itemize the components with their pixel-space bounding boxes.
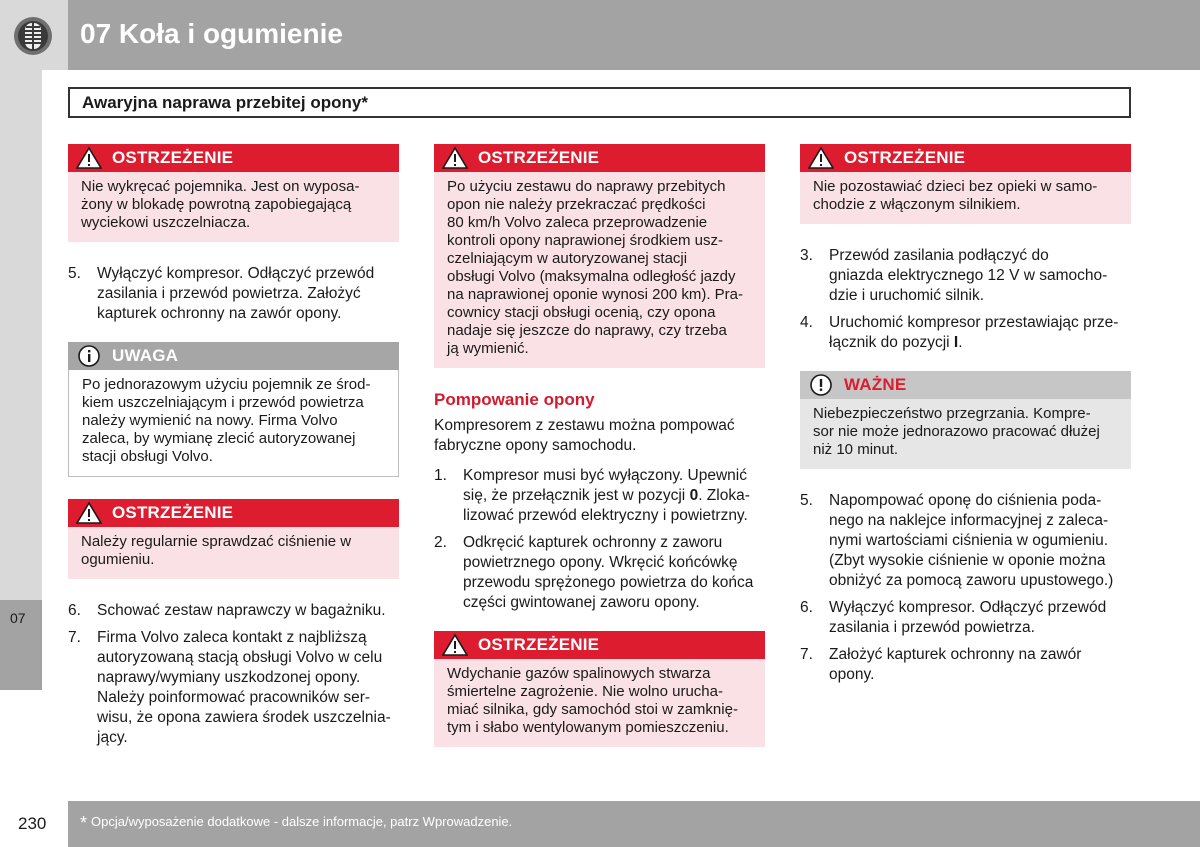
warning-header	[434, 144, 765, 172]
step-number: 6.	[800, 599, 813, 616]
text-line: fabryczne opony samochodu.	[434, 437, 637, 454]
warning-label: OSTRZEŻENIE	[112, 503, 234, 522]
warning-triangle-icon	[442, 146, 468, 170]
warning-box	[434, 631, 765, 747]
step-item	[800, 246, 1131, 306]
step-text	[829, 491, 1131, 591]
text-line	[829, 333, 1131, 353]
text-segment: się, że przełącznik jest w pozycji	[463, 487, 690, 504]
step-text	[829, 246, 1131, 306]
footer-bar	[68, 801, 1200, 847]
text-line: nego na naklejce informacyjnej z zaleca-	[829, 512, 1109, 529]
warning-box	[68, 144, 399, 242]
footer-note	[80, 813, 512, 834]
step-item	[800, 598, 1131, 638]
text-line: śmiertelne zagrożenie. Nie wolno urucha-	[447, 683, 723, 700]
text-line: ją wymienić.	[447, 340, 529, 357]
text-line: Firma Volvo zaleca kontakt z najbliższą	[97, 629, 367, 646]
text-line: opony.	[829, 666, 875, 683]
text-line: stacji obsługi Volvo.	[82, 448, 213, 465]
intro-paragraph	[434, 416, 765, 456]
step-text	[463, 533, 765, 613]
text-line: gniazda elektrycznego 12 V w samocho-	[829, 267, 1108, 284]
text-line: kapturek ochronny na zawór opony.	[97, 305, 342, 322]
column-middle	[434, 144, 765, 769]
step-number: 3.	[800, 247, 813, 264]
text-line: na naprawionej oponie wynosi 200 km). Pra-	[447, 286, 743, 303]
text-line: Schować zestaw naprawczy w bagażniku.	[97, 602, 386, 619]
important-label: WAŻNE	[844, 375, 907, 394]
text-line: kontroli opony naprawionej środkiem usz-	[447, 232, 723, 249]
step-text	[97, 601, 399, 621]
step-text	[97, 264, 399, 324]
text-line: Po jednorazowym użyciu pojemnik ze środ-	[82, 376, 371, 393]
warning-triangle-icon	[76, 146, 102, 170]
step-number: 7.	[68, 629, 81, 646]
important-text	[800, 399, 1131, 469]
step-text	[829, 645, 1131, 685]
note-label: UWAGA	[112, 346, 179, 365]
warning-triangle-icon	[442, 633, 468, 657]
warning-triangle-icon	[808, 146, 834, 170]
warning-box	[800, 144, 1131, 224]
column-right	[800, 144, 1131, 703]
step-text	[829, 313, 1131, 353]
warning-text	[68, 527, 399, 579]
warning-triangle-icon	[76, 501, 102, 525]
text-line: chodzie z włączonym silnikiem.	[813, 196, 1021, 213]
text-line: Napompować oponę do ciśnienia poda-	[829, 492, 1102, 509]
warning-header	[434, 631, 765, 659]
step-list	[68, 601, 399, 748]
step-number: 7.	[800, 646, 813, 663]
chapter-side-tab-label: 07	[10, 610, 26, 626]
text-line: cownicy stacji obsługi ocenią, czy opona	[447, 304, 716, 321]
chapter-tab	[0, 0, 68, 70]
step-text	[463, 466, 765, 526]
text-line: zasilania i przewód powietrza. Założyć	[97, 285, 361, 302]
text-line: Należy regularnie sprawdzać ciśnienie w	[81, 533, 352, 550]
note-header	[68, 342, 399, 370]
important-header	[800, 371, 1131, 399]
text-line: Wyłączyć kompresor. Odłączyć przewód	[829, 599, 1107, 616]
text-line: czelniającym w autoryzowanej stacji	[447, 250, 688, 267]
text-line: zaleca, by wymianę zlecić autoryzowanej	[82, 430, 356, 447]
text-line: wisu, że opona zawiera środek uszczelnia-	[97, 709, 391, 726]
warning-text	[434, 172, 765, 368]
step-list	[800, 491, 1131, 685]
step-text	[97, 628, 399, 748]
text-line: ogumieniu.	[81, 551, 155, 568]
warning-header	[68, 499, 399, 527]
step-item	[434, 466, 765, 526]
text-line: nymi wartościami ciśnienia w ogumieniu.	[829, 532, 1109, 549]
text-line: należy wymienić na nowy. Firma Volvo	[82, 412, 338, 429]
step-number: 4.	[800, 314, 813, 331]
warning-header	[800, 144, 1131, 172]
text-line: Przewód zasilania podłączyć do	[829, 247, 1049, 264]
text-line: części gwintowanej zaworu opony.	[463, 594, 700, 611]
text-line: powietrznego opony. Wkręcić końcówkę	[463, 554, 738, 571]
text-line: Założyć kapturek ochronny na zawór	[829, 646, 1082, 663]
switch-position-value: I	[953, 334, 959, 351]
text-line: Uruchomić kompresor przestawiając prze-	[829, 314, 1119, 331]
text-line: zasilania i przewód powietrza.	[829, 619, 1035, 636]
step-number: 1.	[434, 467, 447, 484]
section-title-box	[68, 87, 1131, 118]
step-list	[800, 246, 1131, 353]
step-item	[68, 264, 399, 324]
text-line: Należy poinformować pracowników ser-	[97, 689, 371, 706]
step-item	[800, 491, 1131, 591]
step-number: 5.	[68, 265, 81, 282]
text-line: opon nie należy przekraczać prędkości	[447, 196, 706, 213]
chapter-title: 07 Koła i ogumienie	[80, 18, 343, 49]
warning-box	[68, 499, 399, 579]
text-line: autoryzowaną stacją obsługi Volvo w celu	[97, 649, 383, 666]
asterisk-marker: *	[80, 813, 88, 833]
warning-header	[68, 144, 399, 172]
note-text	[68, 370, 399, 477]
warning-text	[68, 172, 399, 242]
text-line: Wdychanie gazów spalinowych stwarza	[447, 665, 711, 682]
text-line: Niebezpieczeństwo przegrzania. Kompre-	[813, 405, 1091, 422]
subsection-heading: Pompowanie opony	[434, 390, 595, 409]
text-line: Nie pozostawiać dzieci bez opieki w samo-	[813, 178, 1098, 195]
text-line: (Zbyt wysokie ciśnienie w oponie można	[829, 552, 1106, 569]
warning-box	[434, 144, 765, 368]
text-line: Po użyciu zestawu do naprawy przebitych	[447, 178, 726, 195]
text-line: przewodu sprężonego powietrza do końca	[463, 574, 754, 591]
text-line: wyciekowi uszczelniacza.	[81, 214, 251, 231]
column-left	[68, 144, 399, 766]
warning-label: OSTRZEŻENIE	[844, 148, 966, 167]
warning-label: OSTRZEŻENIE	[478, 635, 600, 654]
step-item	[68, 601, 399, 621]
text-line	[463, 486, 765, 506]
text-line: obniżyć za pomocą zaworu upustowego.)	[829, 572, 1114, 589]
text-line: sor nie może jednorazowo pracować dłużej	[813, 423, 1100, 440]
text-line: nadaje się jeszcze do naprawy, czy trzeba	[447, 322, 727, 339]
important-box	[800, 371, 1131, 469]
text-segment: .	[958, 334, 963, 351]
switch-position-value: 0	[689, 487, 699, 504]
step-list	[434, 466, 765, 613]
step-number: 5.	[800, 492, 813, 509]
step-list	[68, 264, 399, 324]
warning-text	[434, 659, 765, 747]
text-segment: łącznik do pozycji	[829, 334, 954, 351]
text-line: jący.	[97, 729, 128, 746]
text-line: Nie wykręcać pojemnika. Jest on wyposa-	[81, 178, 360, 195]
footer-note-text: Opcja/wyposażenie dodatkowe - dalsze informacje, patrz Wprowadzenie.	[91, 814, 513, 829]
warning-label: OSTRZEŻENIE	[112, 148, 234, 167]
tire-icon	[13, 16, 53, 56]
text-line: Kompresorem z zestawu można pompować	[434, 417, 735, 434]
text-line: miać silnika, gdy samochód stoi w zamknię-	[447, 701, 738, 718]
step-text	[829, 598, 1131, 638]
step-number: 2.	[434, 534, 447, 551]
step-item	[434, 533, 765, 613]
warning-label: OSTRZEŻENIE	[478, 148, 600, 167]
exclamation-icon	[808, 373, 834, 397]
text-line: Odkręcić kapturek ochronny z zaworu	[463, 534, 723, 551]
text-line: niż 10 minut.	[813, 441, 899, 458]
warning-text	[800, 172, 1131, 224]
text-line: naprawy/wymiany uszkodzonej opony.	[97, 669, 361, 686]
text-line: lizować przewód elektryczny i powietrzny.	[463, 507, 748, 524]
text-line: kiem uszczelniającym i przewód powietrza	[82, 394, 364, 411]
step-item	[800, 313, 1131, 353]
step-item	[68, 628, 399, 748]
text-line: dzie i uruchomić silnik.	[829, 287, 985, 304]
step-item	[800, 645, 1131, 685]
text-segment: . Zloka-	[698, 487, 750, 504]
side-bar	[0, 70, 42, 690]
text-line: tym i słabo wentylowanym pomieszczeniu.	[447, 719, 729, 736]
text-line: żony w blokadę powrotną zapobiegającą	[81, 196, 352, 213]
step-number: 6.	[68, 602, 81, 619]
text-line: obsługi Volvo (maksymalna odległość jazdy	[447, 268, 736, 285]
text-line: Kompresor musi być wyłączony. Upewnić	[463, 467, 747, 484]
page-number: 230	[18, 814, 47, 833]
section-title: Awaryjna naprawa przebitej opony*	[82, 93, 368, 112]
text-line: 80 km/h Volvo zaleca przeprowadzenie	[447, 214, 708, 231]
note-box	[68, 342, 399, 477]
info-icon	[76, 344, 102, 368]
text-line: Wyłączyć kompresor. Odłączyć przewód	[97, 265, 375, 282]
